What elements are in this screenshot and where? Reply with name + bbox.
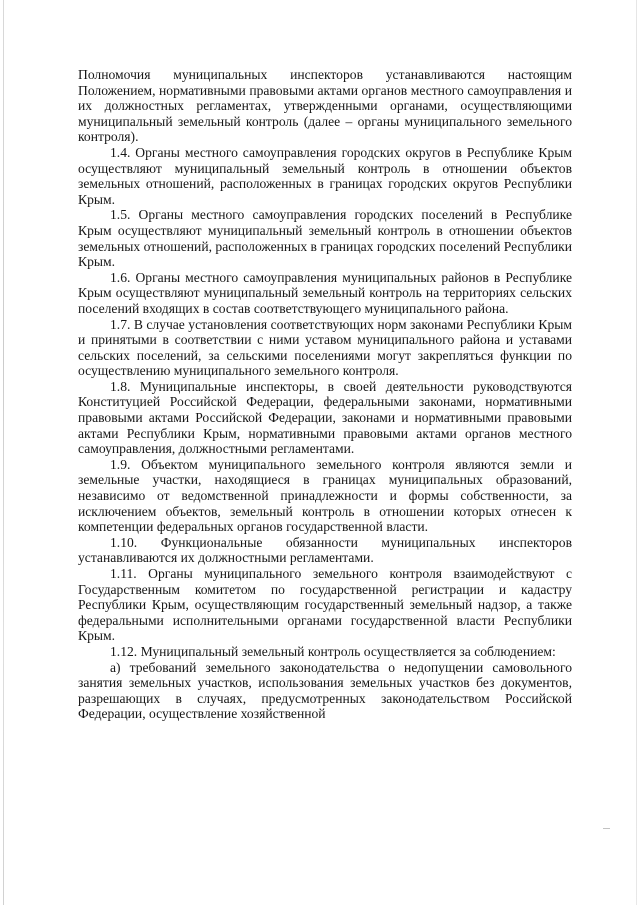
paragraph-1-6: 1.6. Органы местного самоуправления муниципальных районов в Республике Крым осуществляют муниципальный земельный контроль на территориях сельских поселений входящих в состав соответствующего муниципального района. (78, 269, 572, 316)
paragraph-item-a: а) требований земельного законодательства о недопущении самовольного занятия земельных участков, использования земельных участков без документов, разрешающих в случаях, предусмотренных законодательством Российской Федерации, осуществление хозяйственной (78, 659, 572, 722)
paragraph-1-10: 1.10. Функциональные обязанности муниципальных инспекторов устанавливаются их должностными регламентами. (78, 534, 572, 566)
paragraph-1-9: 1.9. Объектом муниципального земельного контроля являются земли и земельные участки, находящиеся в границах муниципальных образований, независимо от ведомственной принадлежности и формы собственности, за исключением объектов, земельный контроль в отношении которых отнесен к компетенции федеральных органов государственной власти. (78, 456, 572, 535)
paragraph-1-5: 1.5. Органы местного самоуправления городских поселений в Республике Крым осуществляют муниципальный земельный контроль в отношении объектов земельных отношений, расположенных в границах городских поселений Республики Крым. (78, 207, 572, 270)
scan-speck (603, 828, 610, 829)
paragraph-1-7: 1.7. В случае установления соответствующих норм законами Республики Крым и принятыми в соответствии с ними уставом муниципального района и уставами сельских поселений, за сельскими поселениями могут закрепляться функции по осуществлению муниципального земельного контроля. (78, 316, 572, 379)
paragraph-1-12: 1.12. Муниципальный земельный контроль осуществляется за соблюдением: (110, 643, 556, 659)
scan-edge-left (3, 0, 4, 905)
paragraph-1-4: 1.4. Органы местного самоуправления городских округов в Республике Крым осуществляют муниципальный земельный контроль в отношении объектов земельных отношений, расположенных в границах городских округов Республики Крым. (78, 144, 572, 207)
document-body (78, 67, 572, 722)
paragraph-continued: Полномочия муниципальных инспекторов устанавливаются настоящим Положением, нормативными правовыми актами органов местного самоуправления и их должностных регламентах, утвержденными органами, осуществляющими муниципальный земельный контроль (далее – органы муниципального земельного контроля). (78, 67, 572, 145)
scan-edge-right (636, 0, 637, 905)
paragraph-1-11: 1.11. Органы муниципального земельного контроля взаимодействуют с Государственным комитетом по государственной регистрации и кадастру Республики Крым, осуществляющим государственный земельный надзор, а также федеральными исполнительными органами государственной власти Республики Крым. (78, 566, 572, 644)
paragraph-1-8: 1.8. Муниципальные инспекторы, в своей деятельности руководствуются Конституцией Российской Федерации, федеральными законами, нормативными правовыми актами Российской Федерации, законами и нормативными правовыми актами Республики Крым, нормативными правовыми актами органов местного самоуправления, должностными регламентами. (78, 378, 572, 457)
